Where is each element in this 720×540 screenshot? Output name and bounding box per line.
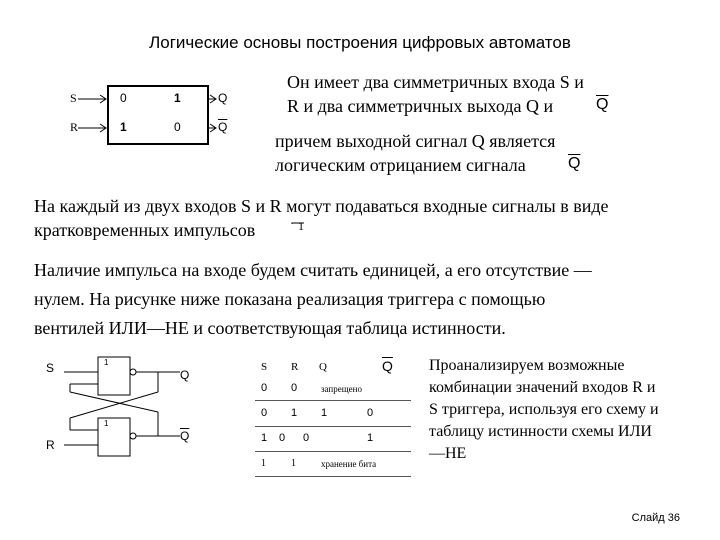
inputs-line-1: На каждый из двух входов S и R могут подаваться входные сигналы в виде	[34, 196, 609, 216]
analysis-line-5: —НЕ	[429, 445, 467, 462]
symbol-cell: 1	[174, 91, 181, 105]
table-cell: 1	[291, 407, 298, 419]
symbol-input-r: R	[70, 120, 79, 134]
analysis-line-1: Проанализируем возможные	[429, 357, 625, 374]
table-cell: 0	[279, 432, 286, 444]
table-header: S	[261, 361, 268, 373]
symbol-cell: 1	[120, 120, 127, 134]
table-row-divider	[255, 451, 411, 452]
symbol-input-s: S	[70, 91, 77, 105]
table-cell: 1	[321, 407, 328, 419]
slide-number: Слайд 36	[631, 512, 680, 524]
pulse-label: 1	[298, 219, 304, 233]
circuit-output-qbar: $\overline{Q}$	[180, 429, 190, 443]
symbol-cell: 0	[174, 120, 181, 134]
table-header: R	[291, 361, 299, 373]
table-cell: 1	[291, 458, 296, 469]
intro-line-2: R и два симметричных выхода Q и	[287, 96, 554, 116]
intro-line-3: причем выходной сигнал Q является	[275, 131, 556, 151]
table-cell: 1	[261, 432, 268, 444]
table-cell: 0	[261, 382, 268, 394]
table-header: $\overline{Q}$	[382, 358, 393, 374]
impulse-line-1: Наличие импульса на входе будем считать единицей, а его отсутствие —	[34, 260, 592, 280]
table-cell: 1	[367, 432, 374, 444]
inputs-line-2: кратковременных импульсов	[34, 220, 256, 240]
table-cell: 0	[303, 432, 310, 444]
table-row-divider	[255, 400, 411, 401]
table-row-divider	[255, 426, 411, 427]
table-cell: 0	[261, 407, 268, 419]
symbol-output-q: Q	[218, 91, 228, 105]
table-cell: 0	[291, 382, 298, 394]
slide-title: Логические основы построения цифровых автоматов	[149, 33, 571, 52]
circuit-output-q: Q	[180, 368, 190, 382]
intro-line-1: Он имеет два симметричных входа S и	[287, 72, 584, 92]
gate-label: 1	[104, 358, 109, 367]
circuit-input-r: R	[46, 438, 55, 452]
analysis-line-4: таблицу истинности схемы ИЛИ	[429, 423, 652, 440]
analysis-line-3: S триггера, используя его схему и	[429, 401, 659, 418]
table-row-divider	[255, 476, 411, 477]
impulse-line-2: нулем. На рисунке ниже показана реализация триггера с помощью	[34, 289, 546, 309]
gate-label: 1	[104, 419, 109, 428]
symbol-cell: 0	[120, 91, 127, 105]
truth-table	[255, 355, 415, 480]
qbar-symbol: $\overline{Q}$	[568, 155, 581, 172]
qbar-symbol: $\overline{Q}$	[596, 96, 609, 113]
impulse-line-3: вентилей ИЛИ—НЕ и соответствующая таблица истинности.	[34, 318, 506, 338]
table-cell: хранение бита	[321, 459, 377, 469]
table-header: Q	[319, 361, 327, 373]
table-cell: 0	[367, 407, 374, 419]
intro-line-4: логическим отрицанием сигнала	[275, 155, 526, 175]
circuit-input-s: S	[46, 361, 55, 375]
table-cell: запрещено	[321, 384, 362, 394]
symbol-output-qbar: $\overline{Q}$	[218, 120, 228, 134]
table-cell: 1	[261, 458, 266, 469]
analysis-line-2: комбинации значений входов R и	[429, 379, 656, 396]
